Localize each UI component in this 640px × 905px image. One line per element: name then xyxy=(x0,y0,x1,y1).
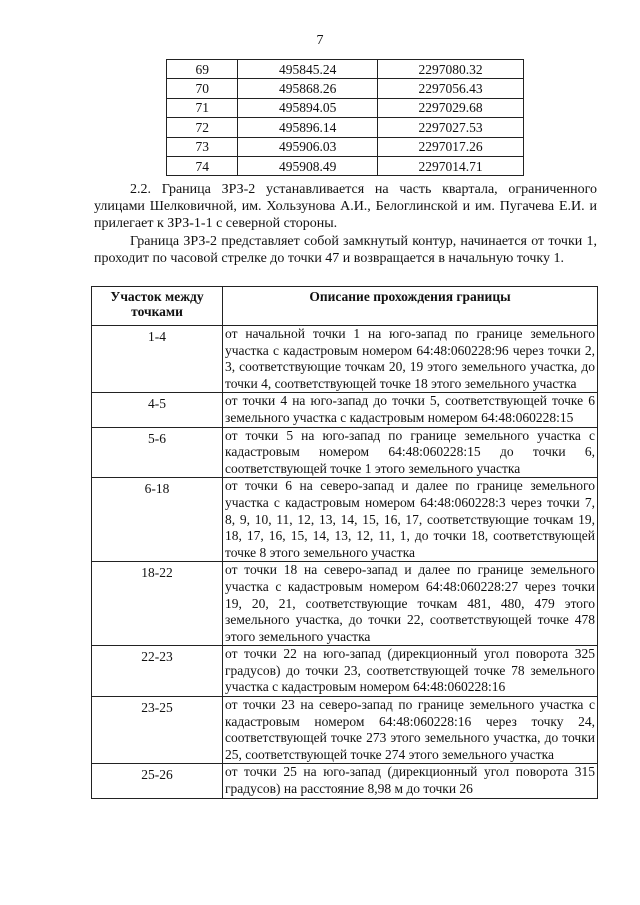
description-cell: от начальной точки 1 на юго-запад по границе земельного участка с кадастровым номером 64:48:060228:96 через точки 2, 3, соответствующие точкам 20, 19 этого земельного участка, до точки 4, соответствующей точке 18 этого земельного участка xyxy=(223,326,598,393)
x-coordinate-cell: 495894.05 xyxy=(238,98,378,117)
coordinates-row xyxy=(167,79,524,98)
x-coordinate-cell: 495906.03 xyxy=(238,137,378,156)
boundary-description-table xyxy=(91,286,598,799)
y-coordinate-cell: 2297056.43 xyxy=(378,79,524,98)
boundary-row xyxy=(92,562,598,646)
description-cell: от точки 22 на юго-запад (дирекционный угол поворота 325 градусов) до точки 23, соответствующей точке 78 земельного участка с кадастровым номером 64:48:060228:16 xyxy=(223,646,598,697)
page-number: 7 xyxy=(316,33,324,48)
x-coordinate-cell: 495896.14 xyxy=(238,118,378,137)
description-cell: от точки 25 на юго-запад (дирекционный угол поворота 315 градусов) на расстояние 8,98 м до точки 26 xyxy=(223,764,598,798)
description-cell: от точки 23 на северо-запад по границе земельного участка с кадастровым номером 64:48:060228:16 через точку 24, соответствующей точке 273 этого земельного участка, до точки 25, соответствующей точке 274 этого земельного участка xyxy=(223,697,598,764)
x-coordinate-cell: 495845.24 xyxy=(238,60,378,79)
coordinates-row xyxy=(167,156,524,175)
paragraph-zrz2-contour: Граница ЗРЗ-2 представляет собой замкнутый контур, начинается от точки 1, проходит по часовой стрелке до точки 47 и возвращается в начальную точку 1. xyxy=(94,234,597,266)
y-coordinate-cell: 2297027.53 xyxy=(378,118,524,137)
y-coordinate-cell: 2297017.26 xyxy=(378,137,524,156)
point-number-cell: 74 xyxy=(167,156,238,175)
x-coordinate-cell: 495868.26 xyxy=(238,79,378,98)
boundary-row xyxy=(92,326,598,393)
boundary-row xyxy=(92,427,598,478)
segment-cell: 25-26 xyxy=(92,764,223,798)
coordinates-table-body xyxy=(167,60,524,176)
coordinates-table xyxy=(166,59,524,176)
point-number-cell: 70 xyxy=(167,79,238,98)
coordinates-row xyxy=(167,98,524,117)
header-segment: Участок между точками xyxy=(92,287,223,326)
point-number-cell: 71 xyxy=(167,98,238,117)
boundary-row xyxy=(92,646,598,697)
segment-cell: 6-18 xyxy=(92,478,223,562)
description-cell: от точки 18 на северо-запад и далее по границе земельного участка с кадастровым номером 64:48:060228:27 через точки 19, 20, 21, соответствующие точкам 481, 480, 479 этого земельного участка, до точки 22, соответствующей точке 478 этого земельного участка xyxy=(223,562,598,646)
point-number-cell: 72 xyxy=(167,118,238,137)
y-coordinate-cell: 2297014.71 xyxy=(378,156,524,175)
boundary-row xyxy=(92,697,598,764)
coordinates-row xyxy=(167,137,524,156)
x-coordinate-cell: 495908.49 xyxy=(238,156,378,175)
segment-cell: 22-23 xyxy=(92,646,223,697)
boundary-row xyxy=(92,764,598,798)
segment-cell: 4-5 xyxy=(92,393,223,427)
boundary-table-header-row xyxy=(92,287,598,326)
y-coordinate-cell: 2297080.32 xyxy=(378,60,524,79)
segment-cell: 1-4 xyxy=(92,326,223,393)
header-description: Описание прохождения границы xyxy=(223,287,598,326)
paragraph-zrz2-definition: 2.2. Граница ЗРЗ-2 устанавливается на часть квартала, ограниченного улицами Шелковичной, им. Хользунова А.И., Белоглинской и им. Пугачева Е.И. и прилегает к ЗРЗ-1-1 с северной стороны. xyxy=(94,182,597,231)
coordinates-row xyxy=(167,118,524,137)
y-coordinate-cell: 2297029.68 xyxy=(378,98,524,117)
segment-cell: 23-25 xyxy=(92,697,223,764)
description-cell: от точки 6 на северо-запад и далее по границе земельного участка с кадастровым номером 64:48:060228:3 через точки 7, 8, 9, 10, 11, 12, 13, 14, 15, 16, 17, соответствующие точкам 19, 18, 17, 16, 15, 14, 13, 12, 11, 1, до точки 18, соответствующей точке 8 этого земельного участка xyxy=(223,478,598,562)
boundary-table-body xyxy=(92,326,598,799)
description-cell: от точки 5 на юго-запад по границе земельного участка с кадастровым номером 64:48:060228:15 до точки 6, соответствующей точке 1 этого земельного участка xyxy=(223,427,598,478)
point-number-cell: 73 xyxy=(167,137,238,156)
segment-cell: 18-22 xyxy=(92,562,223,646)
point-number-cell: 69 xyxy=(167,60,238,79)
description-cell: от точки 4 на юго-запад до точки 5, соответствующей точке 6 земельного участка с кадастровым номером 64:48:060228:15 xyxy=(223,393,598,427)
segment-cell: 5-6 xyxy=(92,427,223,478)
coordinates-row xyxy=(167,60,524,79)
boundary-row xyxy=(92,393,598,427)
boundary-row xyxy=(92,478,598,562)
